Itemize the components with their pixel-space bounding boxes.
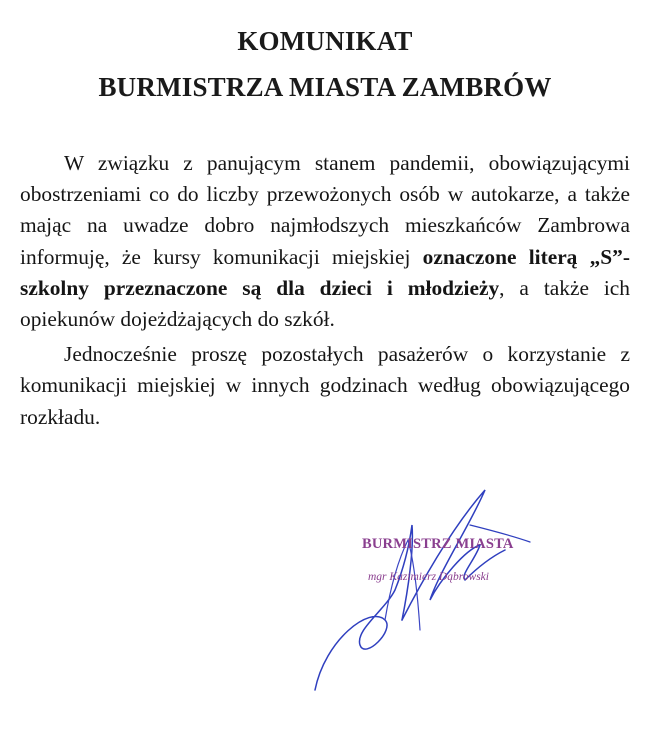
stamp-title: BURMISTRZ MIASTA [362, 536, 514, 552]
document-subtitle: BURMISTRZA MIASTA ZAMBRÓW [98, 72, 552, 102]
paragraph-1 [20, 148, 630, 335]
document-body [20, 148, 630, 433]
paragraph-1-bold-text: oznaczone literą „S”-szkolny przeznaczone są dla dzieci i młodzieży [20, 244, 631, 300]
paragraph-1-text-end: , a także ich opiekunów dojeżdżających do szkół. [20, 275, 630, 332]
document-title: KOMUNIKAT [237, 26, 413, 56]
paragraph-1-text-start: W związku z panującym stanem pandemii, obowiązującymi obostrzeniami co do liczby przewożonych osób w autokarze, a także mając na uwadze dobro najmłodszych mieszkańców Zambrowa informuję, że kursy komunikacji miejskiej [20, 151, 630, 269]
handwritten-signature [290, 470, 550, 720]
stamp-signatory-name: mgr Kazimierz Dąbrowski [368, 571, 489, 583]
paragraph-2: Jednocześnie proszę pozostałych pasażerów o korzystanie z komunikacji miejskiej w innych godzinach według obowiązującego rozkładu. [20, 342, 630, 429]
